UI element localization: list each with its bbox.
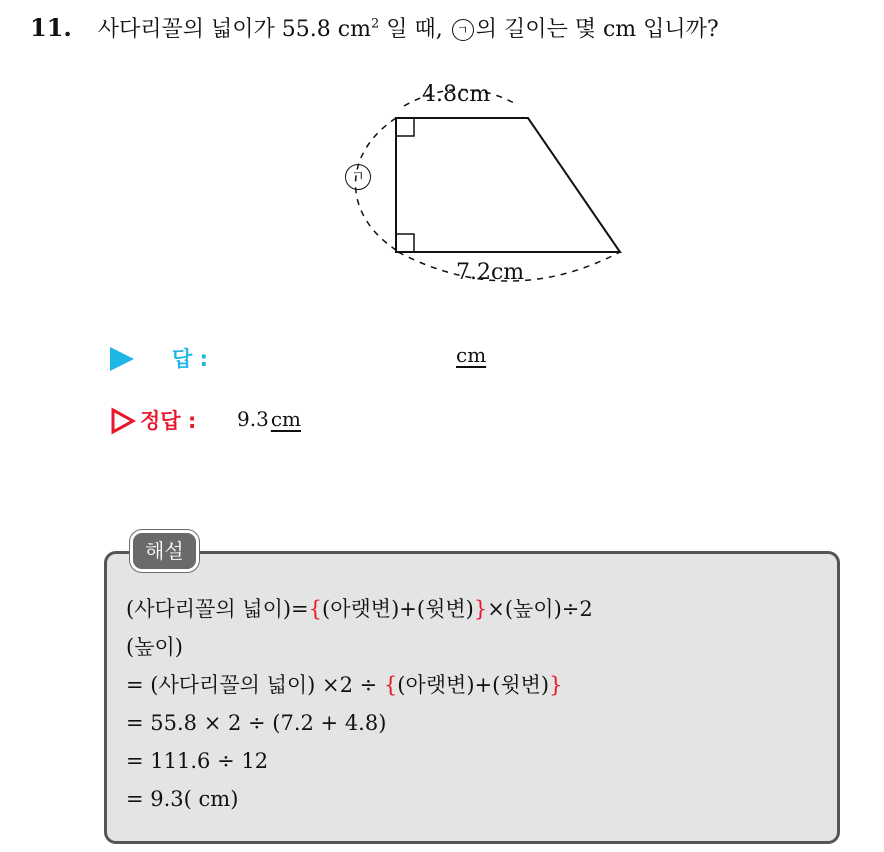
- line1-sum: (아랫변)+(윗변): [322, 597, 474, 621]
- problem-statement: [30, 12, 719, 43]
- line3-brace-close: }: [549, 673, 563, 697]
- bottom-base-label: 7.2cm: [456, 260, 525, 285]
- outline-arrow-icon: [110, 407, 136, 435]
- right-angle-mark-bottom: [396, 234, 414, 252]
- circled-marker: ㄱ: [452, 19, 474, 41]
- explanation-line-5: = 111.6 ÷ 12: [126, 749, 269, 773]
- line1-brace-close: }: [473, 597, 488, 621]
- play-arrow-icon: [110, 347, 134, 371]
- problem-text-part2: 일 때,: [379, 17, 443, 42]
- explanation-tag: 해설: [130, 530, 199, 572]
- solution-label: 정답 :: [140, 409, 197, 433]
- explanation-line-3: [126, 666, 593, 704]
- line3-brace-open: {: [383, 673, 398, 697]
- superscript-two: 2: [370, 16, 380, 32]
- explanation-line-4: = 55.8 × 2 ÷ (7.2 + 4.8): [126, 711, 387, 735]
- problem-text-part3: 의 길이는 몇 cm 입니까?: [475, 17, 719, 42]
- line3-sum: (아랫변)+(윗변): [397, 673, 550, 697]
- explanation-line-2: (높이): [126, 635, 183, 659]
- line1-formula-start: (사다리꼴의 넓이)=: [126, 597, 309, 621]
- answer-blank-unit[interactable]: cm: [456, 343, 487, 367]
- problem-text-part1: 사다리꼴의 넓이가 55.8 cm: [97, 17, 371, 42]
- top-base-label: 4.8cm: [422, 82, 491, 107]
- line3-formula-start: = (사다리꼴의 넓이) ×2 ÷: [126, 673, 384, 697]
- right-angle-mark-top: [396, 118, 414, 136]
- explanation-line-6: = 9.3( cm): [126, 787, 239, 811]
- trapezoid-shape: [396, 118, 620, 252]
- problem-number: 11.: [30, 13, 72, 42]
- line1-brace-open: {: [308, 597, 323, 621]
- solution-unit: cm: [270, 407, 301, 431]
- trapezoid-figure: [330, 80, 640, 300]
- solution-value: 9.3: [237, 407, 269, 431]
- explanation-lines: [126, 590, 593, 818]
- height-marker-circle: ㄱ: [345, 164, 371, 190]
- explanation-line-1: [126, 590, 593, 628]
- answer-label: 답 :: [172, 347, 208, 371]
- height-marker: [343, 164, 373, 190]
- solution-value-group: [237, 407, 301, 431]
- line1-formula-end: ×(높이)÷2: [487, 597, 593, 621]
